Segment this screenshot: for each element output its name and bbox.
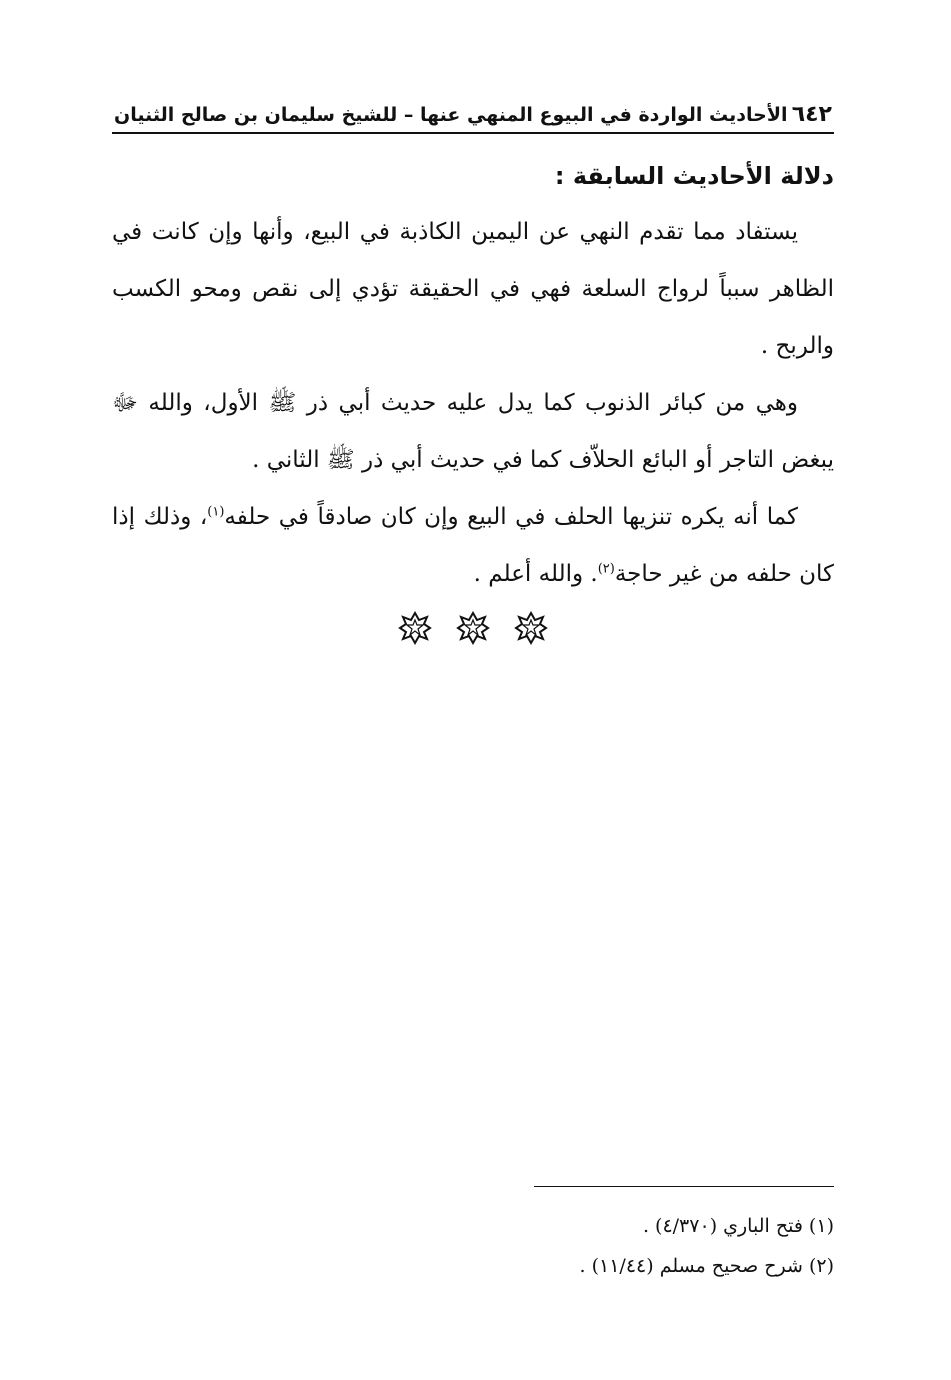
paragraph-1: يستفاد مما تقدم النهي عن اليمين الكاذبة في البيع، وأنها وإن كانت في الظاهر سبباً لرواج السلعة فهي في الحقيقة تؤدي إلى نقص ومحو الكسب والربح . xyxy=(112,219,834,359)
running-title: الأحاديث الواردة في البيوع المنهي عنها – للشيخ سليمان بن صالح الثنيان xyxy=(114,104,788,126)
footnotes xyxy=(112,1206,834,1286)
footnote-separator xyxy=(534,1186,834,1187)
eight-point-star-icon xyxy=(398,611,432,645)
page-number: ٦٤٢ xyxy=(791,102,832,127)
section-ornaments xyxy=(112,611,834,645)
footnote-2: (٢) شرح صحيح مسلم (١١/٤٤) . xyxy=(579,1255,834,1277)
body-text xyxy=(112,204,834,603)
footnote-ref-1[interactable]: (١) xyxy=(207,504,225,520)
paragraph-3-part-2: ، وذلك إذا كان حلفه من غير حاجة xyxy=(112,504,834,587)
paragraph-3-part-1: كما أنه يكره تنزيها الحلف في البيع وإن كان صادقاً في حلفه xyxy=(224,504,798,530)
section-heading: دلالة الأحاديث السابقة : xyxy=(554,162,834,190)
document-page xyxy=(112,86,834,1306)
running-head xyxy=(112,86,834,134)
eight-point-star-icon xyxy=(514,611,548,645)
paragraph-2: وهي من كبائر الذنوب كما يدل عليه حديث أبي ذر ﷺ الأول، والله ﷻ يبغض التاجر أو البائع الحلاّف كما في حديث أبي ذر ﷺ الثاني . xyxy=(112,390,834,473)
paragraph-3-part-3: . والله أعلم . xyxy=(473,561,598,587)
paragraph-3 xyxy=(112,489,834,603)
footnote-ref-2[interactable]: (٢) xyxy=(597,561,615,577)
eight-point-star-icon xyxy=(456,611,490,645)
footnote-1: (١) فتح الباري (٤/٣٧٠) . xyxy=(642,1215,834,1237)
